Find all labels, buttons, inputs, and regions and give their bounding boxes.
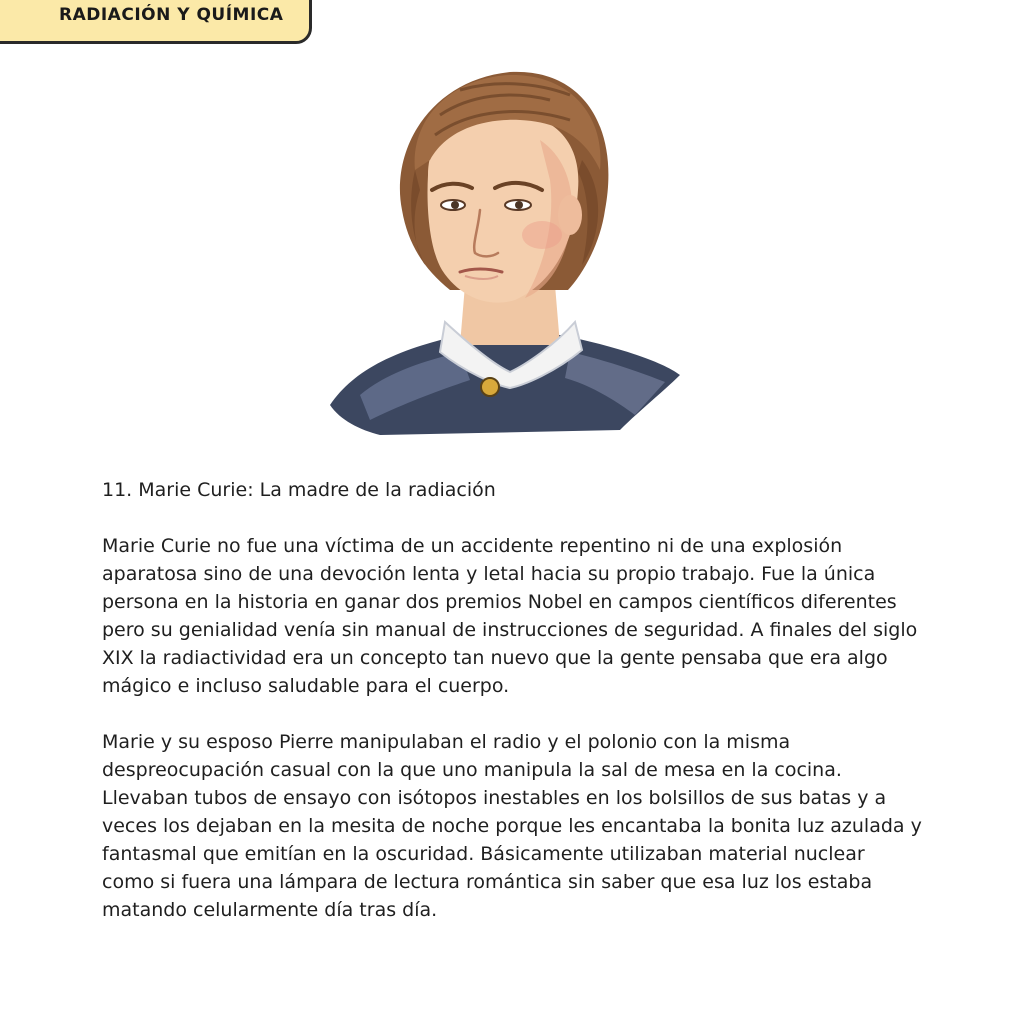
section-tab-label: RADIACIÓN Y QUÍMICA (59, 5, 284, 25)
article-paragraph-1: Marie Curie no fue una víctima de un accidente repentino ni de una explosión aparatosa sino de una devoción lenta y letal hacia su propio trabajo. Fue la única persona en la historia en ganar dos premios Nobel en campos científicos diferentes pero su genialidad venía sin manual de instrucciones de seguridad. A finales del siglo XIX la radiactividad era un concepto tan nuevo que la gente pensaba que era algo mágico e incluso saludable para el cuerpo. (102, 535, 918, 697)
brooch (481, 378, 499, 396)
ear (558, 195, 582, 235)
article-heading: 11. Marie Curie: La madre de la radiación (102, 479, 496, 501)
article-paragraph-2: Marie y su esposo Pierre manipulaban el radio y el polonio con la misma despreocupación casual con la que uno manipula la sal de mesa en la cocina. Llevaban tubos de ensayo con isótopos inestables en los bolsillos de sus batas y a veces los dejaban en la mesita de noche porque les encantaba la bonita luz azulada y fantasmal que emitían en la oscuridad. Básicamente utilizaban material nuclear como si fuera una lámpara de lectura romántica sin saber que esa luz los estaba matando celularmente día tras día. (102, 731, 922, 921)
article-body (102, 476, 922, 952)
cheek-blush (522, 221, 562, 249)
marie-curie-portrait (320, 60, 700, 445)
section-tab (0, 0, 312, 44)
